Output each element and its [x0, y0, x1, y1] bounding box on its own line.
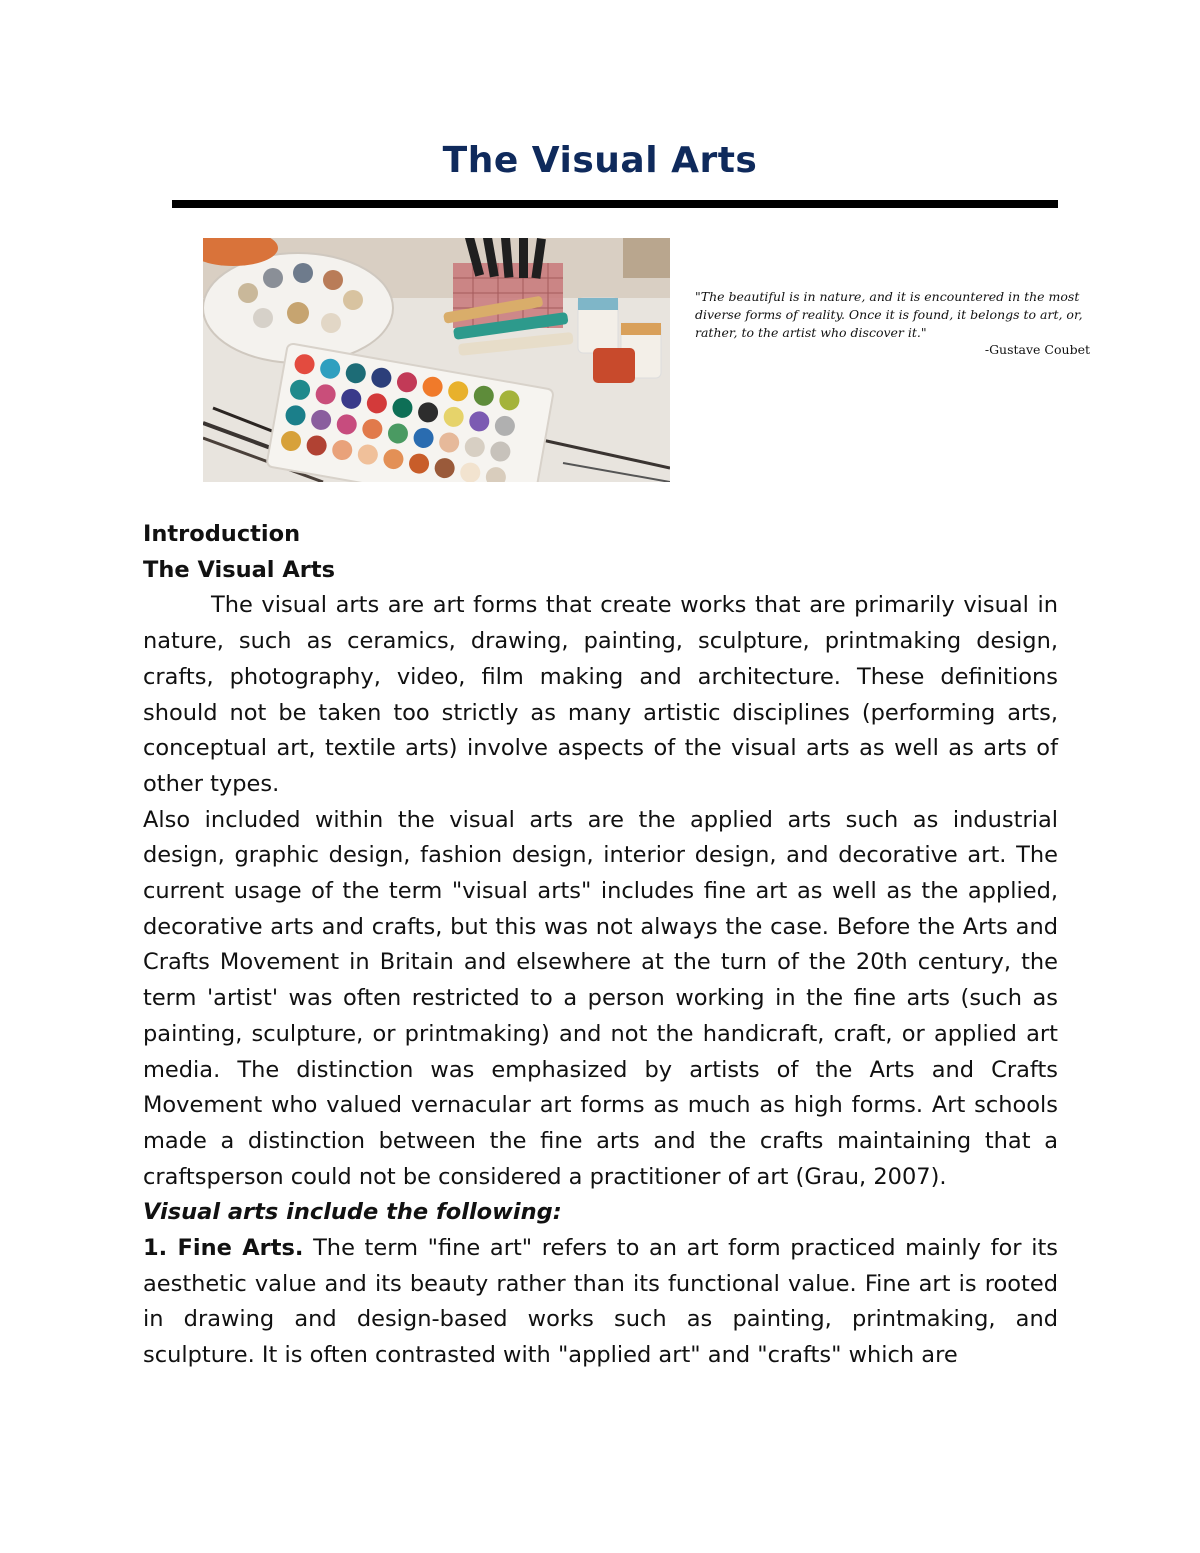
paragraph-intro: The visual arts are art forms that create works that are primarily visual in nature, such as ceramics, drawing, painting, sculpture, printmaking design, crafts, photography, video, film making and architecture. These definitions should not be taken too strictly as many artistic disciplines (performing arts, conceptual art, textile arts) involve aspects of the visual arts as well as arts of other types. — [143, 592, 1058, 797]
subheading: The Visual Arts — [143, 556, 335, 583]
page-title: The Visual Arts — [442, 140, 758, 181]
art-supplies-photo — [203, 238, 670, 482]
list-item-fine-arts — [143, 1231, 1058, 1374]
paragraph-applied-arts: Also included within the visual arts are the applied arts such as industrial design, graphic design, fashion design, interior design, and decorative art. The current usage of the term "visual arts" includes fine art as well as the applied, decorative arts and crafts, but this was not always the case. Before the Arts and Crafts Movement in Britain and elsewhere at the turn of the 20th century, the term 'artist' was often restricted to a person working in the fine arts (such as painting, sculpture, or printmaking) and not the handicraft, craft, or applied art media. The distinction was emphasized by artists of the Arts and Crafts Movement who valued vernacular art forms as much as high forms. Art schools made a distinction between the fine arts and the crafts maintaining that a craftsperson could not be considered a practitioner of art (Grau, 2007). — [143, 806, 1058, 1190]
section-heading: Introduction — [143, 521, 301, 547]
list-item-label: 1. Fine Arts. — [143, 1235, 304, 1262]
quote-text: "The beautiful is in nature, and it is encountered in the most diverse forms of reality. Once it is found, it belongs to art, or, rather, to the artist who discover it." — [695, 289, 1083, 340]
document-body — [143, 517, 1058, 1374]
title-underline — [172, 200, 1058, 208]
quote-author: -Gustave Coubet — [984, 342, 1090, 357]
list-heading: Visual arts include the following: — [143, 1199, 562, 1226]
list-item-text: The term "fine art" refers to an art form practiced mainly for its aesthetic value and its beauty rather than its functional value. Fine art is rooted in drawing and design-based works such as painting, printmaking, and sculpture. It is often contrasted with "applied art" and "crafts" which are — [143, 1235, 1058, 1369]
